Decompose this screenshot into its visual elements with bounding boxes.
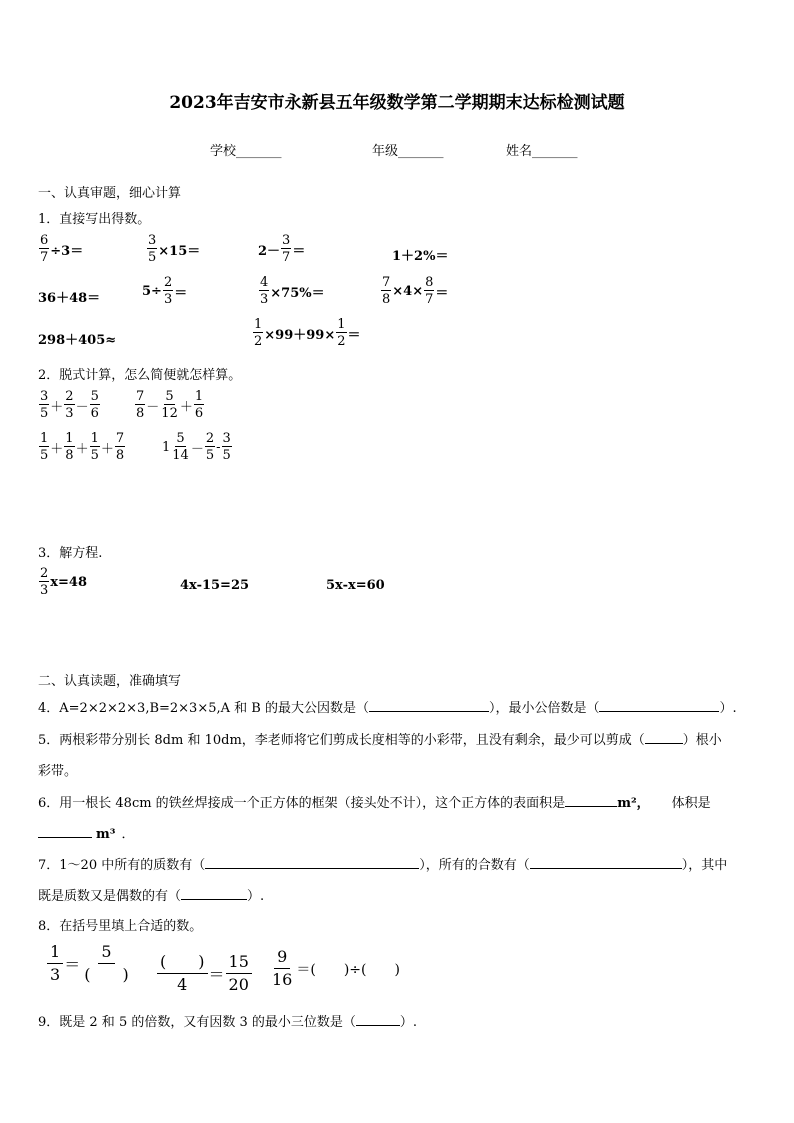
q2-expr-1: $\frac{3}{5}$ ＋ $\frac{2}{3}$ － $\frac{5}{6}$ [40, 389, 99, 421]
q3-equation-2: 4x-15=25 [180, 578, 250, 593]
q8-blank-3[interactable]: ＝( )÷( ) [296, 961, 400, 978]
q4-answer-gcd[interactable] [369, 699, 489, 712]
question-2-label: 2．脱式计算，怎么简便就怎样算。 [38, 368, 242, 383]
q2-expr-3: $\frac{1}{5}$ ＋ $\frac{1}{8}$ ＋ $\frac{1}{5}$ ＋ $\frac{7}{8}$ [40, 431, 125, 463]
question-7-cont: 既是质数又是偶数的有（ ）. [38, 889, 265, 904]
q8-expr-3: $\frac{9}{16}$ ＝( )÷( ) [272, 947, 400, 989]
q3-equation-3: 5x-x=60 [326, 578, 385, 593]
q8-blank-1[interactable]: ( ) [84, 965, 129, 984]
grade-field[interactable]: 年级_______ [372, 144, 444, 159]
question-9: 9．既是 2 和 5 的倍数，又有因数 3 的最小三位数是（ ）. [38, 1015, 418, 1030]
school-field[interactable]: 学校_______ [210, 144, 282, 159]
question-1-label: 1．直接写出得数。 [38, 212, 151, 227]
q2-expr-2: $\frac{7}{8}$ － $\frac{5}{12}$ ＋ $\frac{1}{6}$ [136, 389, 204, 421]
q7-answer-primes[interactable] [205, 856, 419, 869]
q5-answer[interactable] [645, 731, 683, 744]
q1-expr-7: $\frac{4}{3}$ ×75%＝ [260, 275, 325, 307]
q6-answer-volume[interactable] [38, 825, 92, 838]
question-7: 7．1～20 中所有的质数有（ ），所有的合数有（ ），其中 [38, 858, 728, 873]
question-3-label: 3．解方程. [38, 546, 103, 561]
q1-expr-5: 36＋48＝ [38, 291, 101, 306]
question-5-cont: 彩带。 [38, 764, 78, 779]
q9-answer[interactable] [356, 1013, 400, 1026]
question-6: 6．用一根长 48cm 的铁丝焊接成一个正方体的框架（接头处不计），这个正方体的表面积是 m²， 体积是 [38, 796, 711, 811]
q8-expr-2: $\frac{( )}{4}$ ＝ $\frac{15}{20}$ [156, 954, 253, 993]
section-1-heading: 一、认真审题，细心计算 [38, 186, 182, 201]
section-2-heading: 二、认真读题，准确填写 [38, 674, 182, 689]
q7-answer-even-prime[interactable] [181, 887, 247, 900]
q6-answer-area[interactable] [565, 794, 617, 807]
q1-expr-4: 1＋2%＝ [392, 249, 449, 264]
q1-expr-3: 2－ $\frac{3}{7}$ ＝ [258, 233, 306, 265]
q1-expr-10: $\frac{1}{2}$ ×99＋99× $\frac{1}{2}$ ＝ [254, 317, 361, 349]
question-4: 4．A=2×2×2×3,B=2×3×5,A 和 B 的最大公因数是（ ），最小公倍数是（ ）. [38, 701, 737, 716]
question-5: 5．两根彩带分别长 8dm 和 10dm，李老师将它们剪成长度相等的小彩带，且没有剩余，最少可以剪成（ ）根小 [38, 733, 722, 748]
page-title: 2023年吉安市永新县五年级数学第二学期期末达标检测试题 [169, 93, 625, 113]
question-8-label: 8．在括号里填上合适的数。 [38, 919, 203, 934]
q7-answer-composites[interactable] [530, 856, 682, 869]
q4-answer-lcm[interactable] [599, 699, 719, 712]
q2-expr-4: 1 $\frac{5}{14}$ － $\frac{2}{5}$ - $\frac{3}{5}$ [162, 431, 231, 463]
q1-expr-9: 298＋405≈ [38, 333, 117, 348]
q3-equation-1: $\frac{2}{3}$ x=48 [40, 566, 88, 598]
name-field[interactable]: 姓名_______ [506, 144, 578, 159]
q1-expr-1: $\frac{6}{7}$ ÷3＝ [40, 233, 84, 265]
q8-expr-1: $\frac{1}{3}$ ＝ $\frac{5}{( )}$ [46, 944, 133, 983]
q1-expr-6: 5÷ $\frac{2}{3}$ ＝ [142, 275, 188, 307]
q8-blank-2[interactable]: ( ) [157, 954, 208, 974]
q1-expr-8: $\frac{7}{8}$ ×4× $\frac{8}{7}$ ＝ [382, 275, 449, 307]
question-6-cont: m³ ． [38, 823, 134, 842]
q1-expr-2: $\frac{3}{5}$ ×15＝ [148, 233, 201, 265]
